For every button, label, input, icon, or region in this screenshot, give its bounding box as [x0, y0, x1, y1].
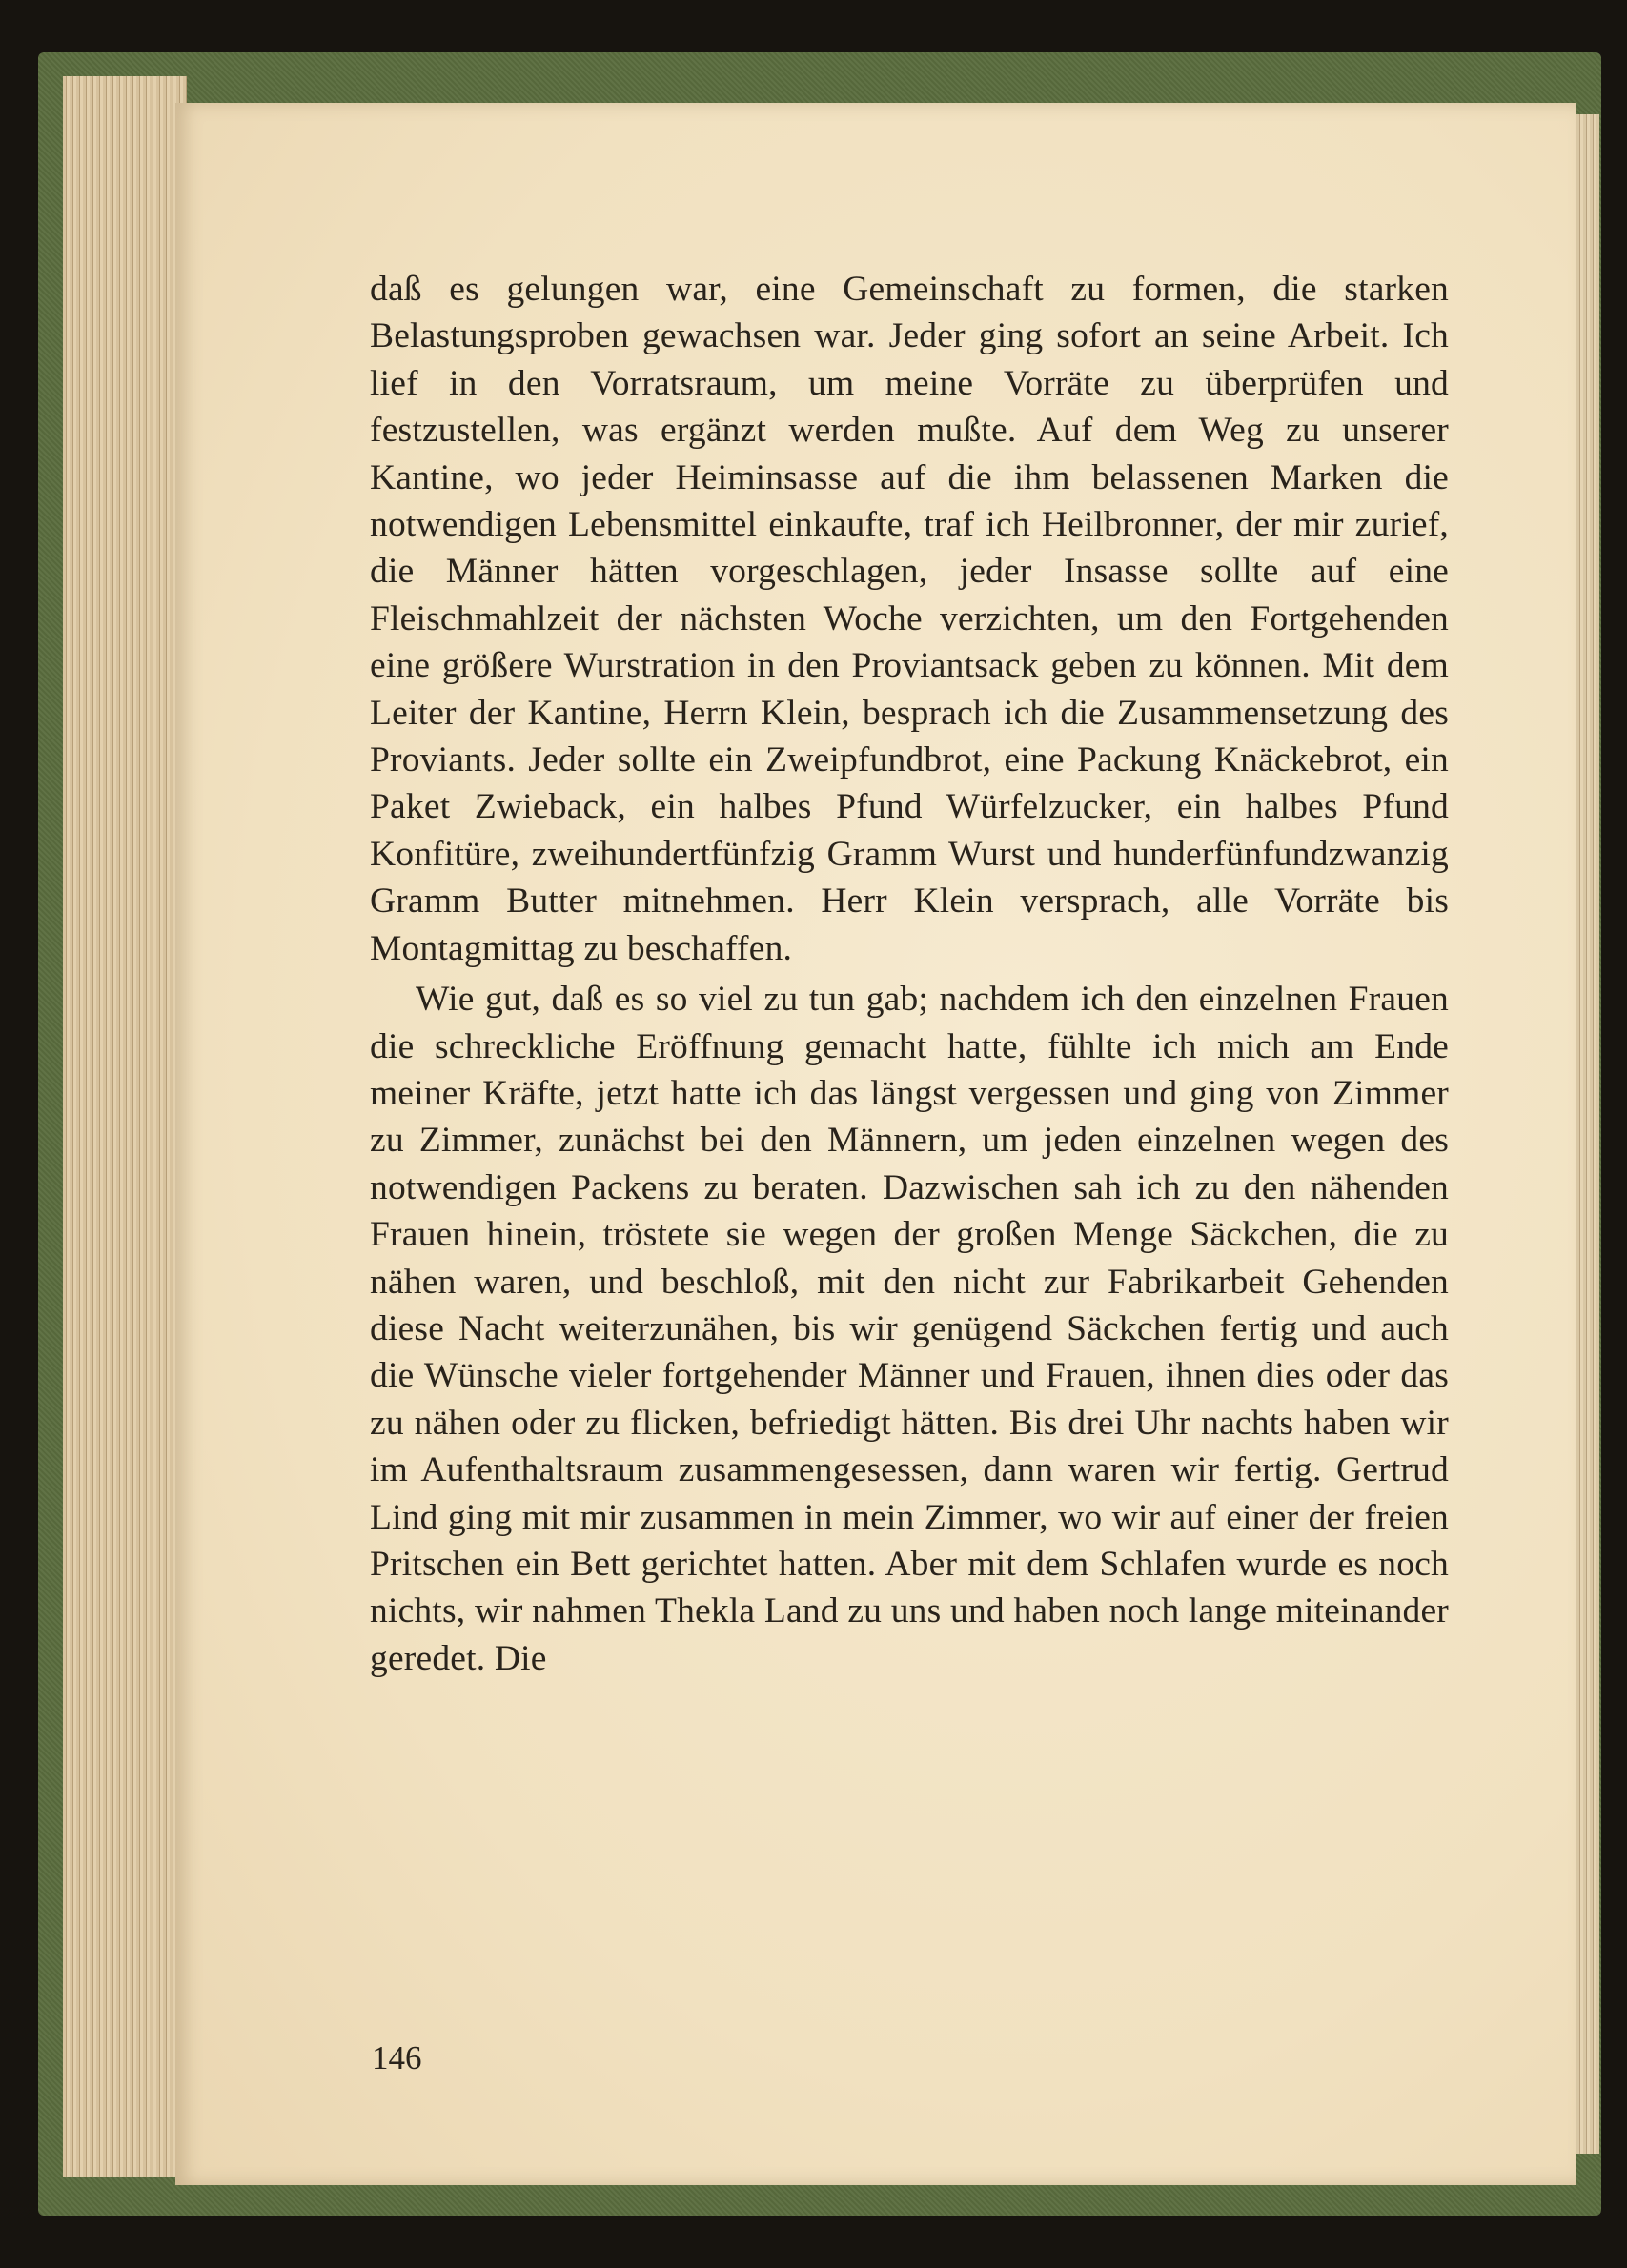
page-number: 146: [372, 2039, 422, 2076]
page-stack-left-edge: [63, 76, 187, 2177]
paragraph-1: daß es gelungen war, eine Gemeinschaft zu formen, die starken Belastungsproben gewachsen war. Jeder ging sofort an seine Arbeit. Ich lief in den Vorratsraum, um meine Vorräte zu überprüfen und festzustellen, was ergänzt werden mußte. Auf dem Weg zu unserer Kantine, wo jeder Heiminsasse auf die ihm belassenen Marken die notwendigen Lebensmittel einkaufte, traf ich Heilbronner, der mir zurief, die Männer hätten vorgeschlagen, jeder Insasse sollte auf eine Fleischmahlzeit der nächsten Woche verzichten, um den Fortgehenden eine größere Wurstration in den Proviantsack geben zu können. Mit dem Leiter der Kantine, Herrn Klein, besprach ich die Zusammensetzung des Proviants. Jeder sollte ein Zweipfundbrot, eine Packung Knäckebrot, ein Paket Zwieback, ein halbes Pfund Würfelzucker, ein halbes Pfund Konfitüre, zweihundertfünfzig Gramm Wurst und hunderfünfundzwanzig Gramm Butter mitnehmen. Herr Klein versprach, alle Vorräte bis Montagmittag zu beschaffen.: [370, 270, 1449, 968]
page-text-block: [370, 266, 1449, 1682]
paragraph-2: Wie gut, daß es so viel zu tun gab; nachdem ich den einzelnen Frauen die schreckliche Eröffnung gemacht hatte, fühlte ich mich am Ende meiner Kräfte, jetzt hatte ich das längst vergessen und ging von Zimmer zu Zimmer, zunächst bei den Männern, um jeden einzelnen wegen des notwendigen Packens zu beraten. Dazwischen sah ich zu den nähenden Frauen hinein, tröstete sie wegen der großen Menge Säckchen, die zu nähen waren, und beschloß, mit den nicht zur Fabrikarbeit Gehenden diese Nacht weiterzunähen, bis wir genügend Säckchen fertig und auch die Wünsche vieler fortgehender Männer und Frauen, ihnen dies oder das zu nähen oder zu flicken, befriedigt hätten. Bis drei Uhr nachts haben wir im Aufenthaltsraum zusammengesessen, dann waren wir fertig. Gertrud Lind ging mit mir zusammen in mein Zimmer, wo wir auf einer der freien Pritschen ein Bett gerichtet hatten. Aber mit dem Schlafen wurde es noch nichts, wir nahmen Thekla Land zu uns und haben noch lange miteinander geredet. Die: [370, 980, 1449, 1678]
